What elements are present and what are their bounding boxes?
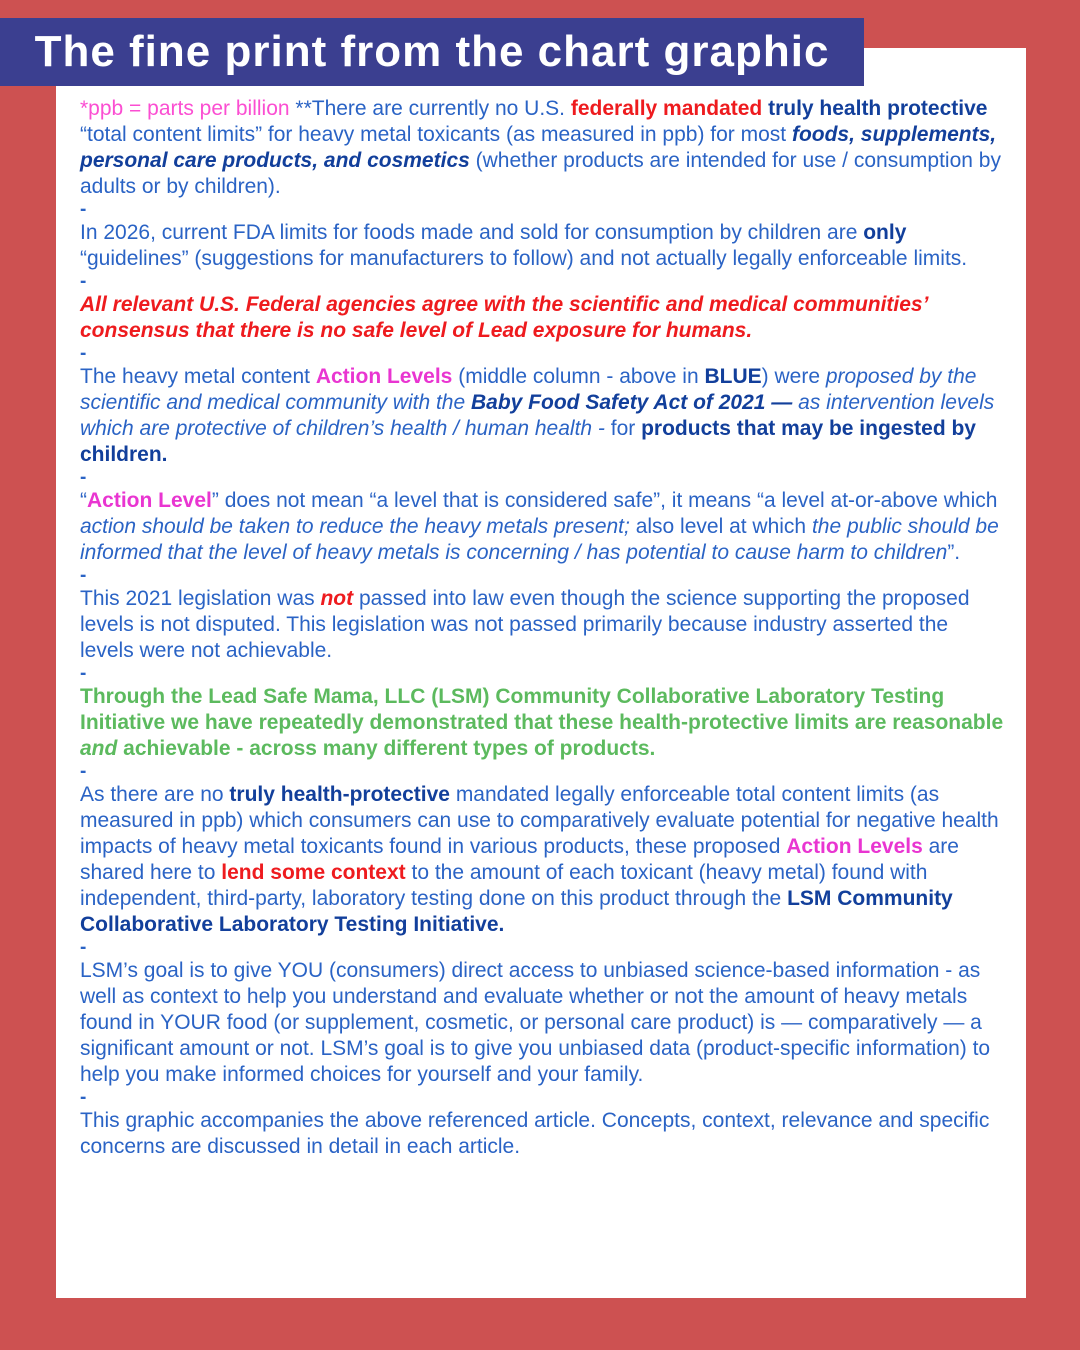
- text-run: action should be taken to reduce the heavy metals present;: [80, 515, 636, 538]
- text-run: LSM’s goal is to give YOU (consumers) direct access to unbiased science-based information - as well as context to help you understand and evaluate whether or not the amount of heavy metals found in YOUR food (or supplement, cosmetic, or personal care product) is — comparatively — a significant amount or not. LSM’s goal is to give you unbiased data (product-specific information) to help you make informed choices for yourself and your family.: [80, 959, 991, 1086]
- text-run: truly health protective: [768, 97, 988, 120]
- text-run: achievable - across many different types of products.: [123, 737, 656, 760]
- paragraph: [80, 364, 1006, 468]
- text-run: ”.: [947, 541, 961, 564]
- paragraph: [80, 782, 1006, 938]
- text-run: and: [80, 737, 124, 760]
- text-run: (whether products are intended for use / consumption by adults or by children).: [80, 149, 1001, 198]
- text-run: ” does not mean “a level that is considered safe”, it means “a level at-or-above which: [211, 489, 998, 512]
- text-run: to the amount of each toxicant (heavy metal) found with independent, third-party, laboratory testing done on this product through the: [80, 861, 928, 910]
- text-run: In 2026, current FDA limits for foods made and sold for consumption by children are: [80, 221, 864, 244]
- text-run: LSM Community Collaborative Laboratory Testing Initiative.: [80, 887, 953, 936]
- paragraph-separator: -: [80, 565, 87, 586]
- paragraph: [80, 684, 1006, 762]
- text-run: for: [610, 417, 642, 440]
- text-run: passed into law even though the science supporting the proposed levels is not disputed. This legislation was not passed primarily because industry asserted the levels were not achievable.: [80, 587, 970, 662]
- text-run: (middle column - above in: [458, 365, 705, 388]
- paragraph: [80, 586, 1006, 664]
- paragraph: [80, 292, 1006, 344]
- text-run: Action Levels: [786, 835, 929, 858]
- text-run: not: [320, 587, 359, 610]
- text-run: As there are no: [80, 783, 230, 806]
- paragraph: [80, 958, 1006, 1088]
- text-run: This graphic accompanies the above referenced article. Concepts, context, relevance and specific concerns are discussed in detail in each article.: [80, 1109, 990, 1158]
- text-run: truly health-protective: [229, 783, 456, 806]
- paragraph-separator: -: [80, 1087, 87, 1108]
- text-run: Baby Food Safety Act of 2021 —: [471, 391, 799, 414]
- title-banner: [0, 18, 864, 86]
- paragraph-separator: -: [80, 199, 87, 220]
- text-run: foods, supplements, personal care products, and cosmetics: [80, 123, 997, 172]
- text-run: are shared here to: [80, 835, 959, 884]
- text-run: All relevant U.S. Federal agencies agree with the scientific and medical communities’ consensus that there is no safe level of Lead exposure for humans.: [80, 293, 928, 342]
- text-run: “guidelines” (suggestions for manufacturers to follow) and not actually legally enforceable limits.: [80, 247, 968, 270]
- text-run: The heavy metal content: [80, 365, 316, 388]
- text-run: lend some context: [221, 861, 412, 884]
- paragraph: [80, 220, 1006, 272]
- text-run: Action Levels: [315, 365, 459, 388]
- text-run: BLUE: [704, 365, 762, 388]
- paragraph-separator: -: [80, 271, 87, 292]
- paragraph: [80, 96, 1006, 200]
- text-run: Through the Lead Safe Mama, LLC (LSM) Community Collaborative Laboratory Testing Initiative we have repeatedly demonstrated that these health-protective limits are reasonable: [80, 685, 1004, 734]
- text-run: “total content limits” for heavy metal toxicants (as measured in ppb) for most: [80, 123, 792, 146]
- paragraph-separator: -: [80, 761, 87, 782]
- text-run: mandated legally enforceable total content limits (as measured in ppb) which consumers can use to comparatively evaluate potential for negative health impacts of heavy metal toxicants found in various products, these proposed: [80, 783, 999, 858]
- paragraph-separator: -: [80, 343, 87, 364]
- paragraph-separator: -: [80, 937, 87, 958]
- page-title: The fine print from the chart graphic: [34, 27, 830, 76]
- text-run: also level at which: [635, 515, 812, 538]
- text-run: ) were: [761, 365, 826, 388]
- text-run: **There are currently no U.S.: [295, 97, 571, 120]
- paragraph-separator: -: [80, 467, 87, 488]
- paragraph: [80, 1108, 1006, 1160]
- text-run: only: [863, 221, 907, 244]
- paragraph: [80, 488, 1006, 566]
- text-run: the public should be informed that the level of heavy metals is concerning / has potential to cause harm to children: [80, 515, 999, 564]
- text-run: proposed by the scientific and medical community with the: [80, 365, 977, 414]
- text-run: *ppb = parts per billion: [80, 97, 296, 120]
- fine-print-paragraphs: [80, 96, 1006, 1160]
- text-run: Action Level: [87, 489, 212, 512]
- text-run: This 2021 legislation was: [80, 587, 321, 610]
- text-run: “: [80, 489, 87, 512]
- paragraph-separator: -: [80, 663, 87, 684]
- text-run: as intervention levels which are protective of children’s health / human health -: [80, 391, 995, 440]
- text-run: federally mandated: [570, 97, 769, 120]
- text-run: products that may be ingested by children.: [80, 417, 976, 466]
